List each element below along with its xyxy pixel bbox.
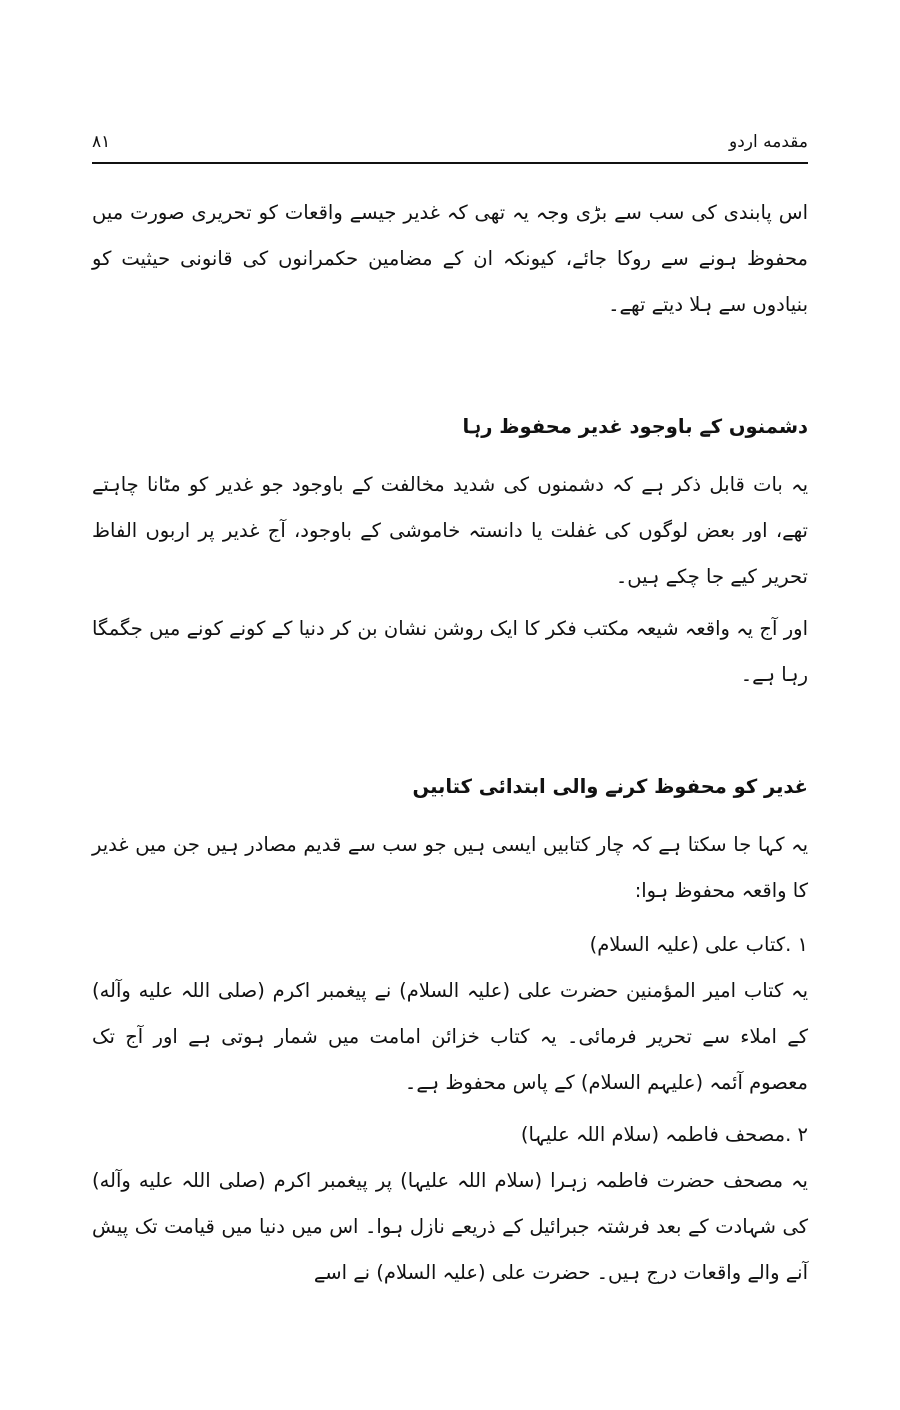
section-intro: یہ کہا جا سکتا ہے کہ چار کتابیں ایسی ہیں جو سب سے قدیم مصادر ہیں جن میں غدیر کا واقعہ محفوظ ہوا: xyxy=(92,833,808,902)
page-number: ۸۱ xyxy=(92,132,111,152)
book-page xyxy=(92,0,808,1410)
section-heading-2: غدیر کو محفوظ کرنے والی ابتدائی کتابیں xyxy=(412,775,808,798)
intro-paragraph: اس پابندی کی سب سے بڑی وجہ یہ تھی کہ غدیر جیسے واقعات کو تحریری صورت میں محفوظ ہونے سے روکا جائے، کیونکہ ان کے مضامین حکمرانوں کی قانونی حیثیت کو بنیادوں سے ہلا دیتے تھے۔ xyxy=(92,201,808,316)
list-item-body: یہ کتاب امیر المؤمنین حضرت علی (علیہ السلام) نے پیغمبر اکرم (صلی اللہ علیه وآله) کے املاء سے تحریر فرمائی۔ یہ کتاب خزائن امامت میں شمار ہوتی ہے اور آج تک معصوم آئمہ (علیہم السلام) کے پاس محفوظ ہے۔ xyxy=(92,979,808,1094)
running-header xyxy=(92,128,808,164)
list-item-title: ۱ .کتاب علی (علیہ السلام) xyxy=(589,933,808,956)
list-item-body: یہ مصحف حضرت فاطمہ زہرا (سلام اللہ علیہا) پر پیغمبر اکرم (صلی اللہ علیه وآله) کی شہادت کے بعد فرشتہ جبرائیل کے ذریعے نازل ہوا۔ اس میں دنیا میں قیامت تک پیش آنے والے واقعات درج ہیں۔ حضرت علی (علیہ السلام) نے اسے xyxy=(92,1169,808,1284)
list-item-title: ۲ .مصحف فاطمہ (سلام اللہ علیہا) xyxy=(520,1123,808,1146)
running-title: مقدمه اردو xyxy=(729,132,808,152)
paragraph: یہ بات قابل ذکر ہے کہ دشمنوں کی شدید مخالفت کے باوجود جو غدیر کو مٹانا چاہتے تھے، اور بعض لوگوں کی غفلت یا دانستہ خاموشی کے باوجود، آج غدیر پر اربوں الفاظ تحریر کیے جا چکے ہیں۔ xyxy=(92,473,808,588)
paragraph: اور آج یہ واقعہ شیعہ مکتب فکر کا ایک روشن نشان بن کر دنیا کے کونے کونے میں جگمگا رہا ہے۔ xyxy=(92,617,808,686)
section-heading-1: دشمنوں کے باوجود غدیر محفوظ رہا xyxy=(462,415,808,438)
